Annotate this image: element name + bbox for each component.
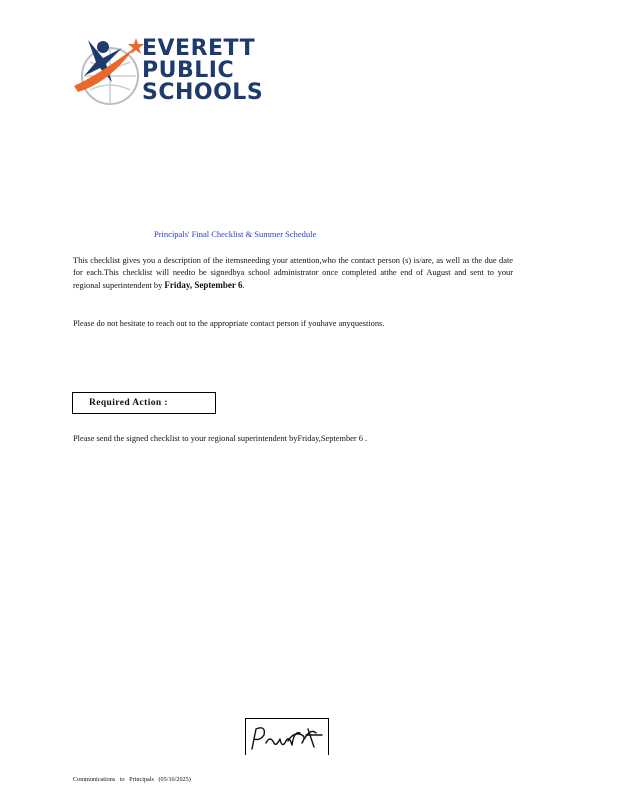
required-action-label: Required Action : [89, 398, 168, 408]
due-date: 6 [238, 280, 243, 290]
due-day: Friday [164, 280, 190, 290]
due-month: , September [189, 280, 236, 290]
handwritten-signature-icon [248, 723, 326, 753]
everett-public-schools-logo [70, 34, 264, 114]
signature-box [245, 718, 329, 755]
required-action-box [72, 392, 216, 414]
logo-wordmark [142, 38, 263, 104]
contact-paragraph: Please do not hesitate to reach out to the appropriate contact person if youhave anyquestions. [73, 319, 385, 328]
intro-end: . [242, 281, 245, 290]
logo-line-2: PUBLIC [142, 58, 235, 83]
logo-line-3: SCHOOLS [142, 80, 264, 105]
intro-paragraph [73, 255, 513, 292]
logo-line-1: EVERETT [142, 36, 256, 61]
footer-note: Communications to Principals (05/16/2025) [73, 776, 191, 783]
document-title: Principals' Final Checklist & Summer Schedule [154, 229, 317, 239]
intro-text: This checklist gives you a description of the itemsneeding your attention,who the contact person (s) is/are, as well as the due date for each.This checklist will needto be signedbya school administrator once completed atthe end of August and sent to your regional superintendent by [73, 256, 513, 290]
logo-emblem-icon [70, 34, 148, 112]
action-paragraph: Please send the signed checklist to your regional superintendent byFriday,September 6 . [73, 434, 368, 443]
